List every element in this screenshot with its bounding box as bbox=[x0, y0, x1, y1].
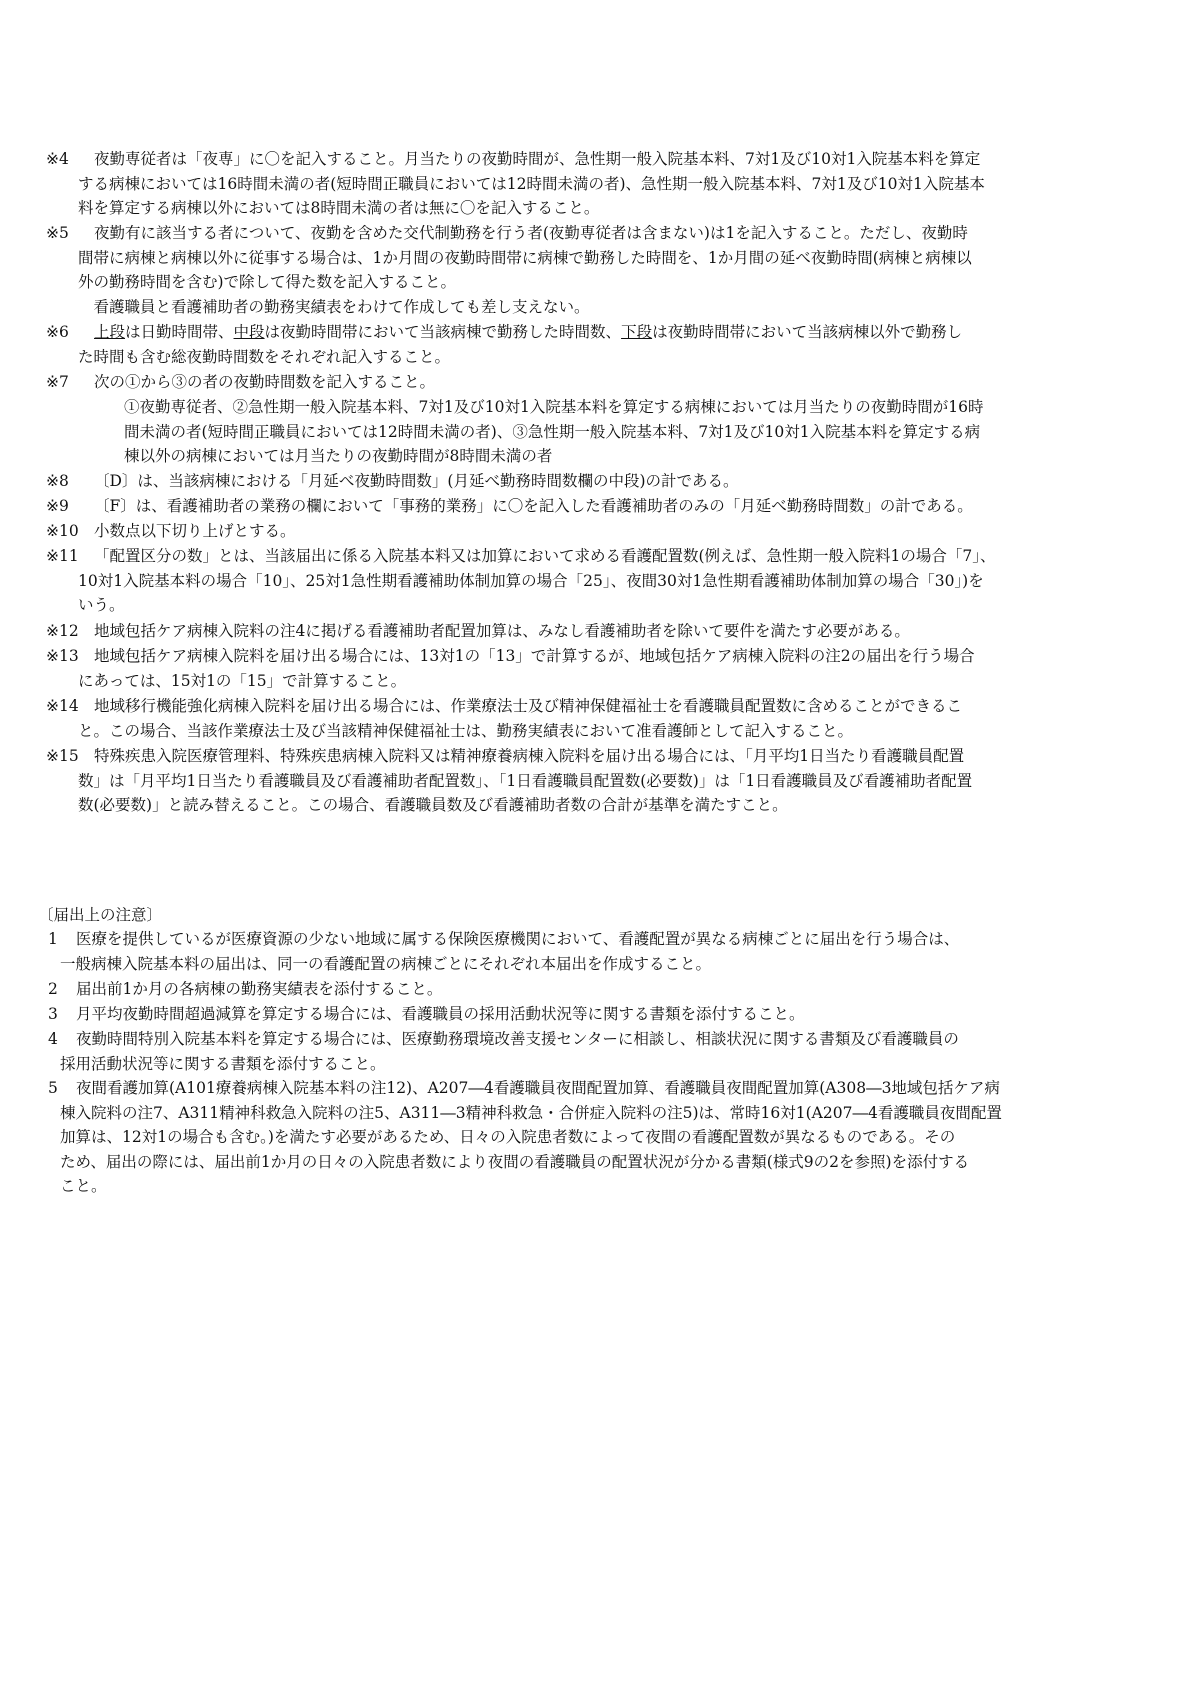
note-line: 10対1入院基本料の場合「10」、25対1急性期看護補助体制加算の場合「25」、夜間30対1急性期看護補助体制加算の場合「30」)を bbox=[78, 571, 984, 590]
note-line: 料を算定する病棟以外においては8時間未満の者は無に〇を記入すること。 bbox=[78, 199, 600, 217]
note-line: 〔D〕は、当該病棟における「月延べ夜勤時間数」(月延べ勤務時間数欄の中段)の計である。 bbox=[94, 472, 739, 490]
note-mark: ※12 bbox=[46, 622, 79, 640]
note-text: は夜勤時間帯において当該病棟以外で勤務し bbox=[652, 323, 963, 341]
note-12 bbox=[46, 619, 1152, 644]
lower-row-term: 下段 bbox=[621, 323, 653, 341]
note-11 bbox=[46, 544, 1152, 618]
item-line: 月平均夜勤時間超過減算を算定する場合には、看護職員の採用活動状況等に関する書類を添付すること。 bbox=[76, 1005, 805, 1023]
notice-item-1 bbox=[48, 927, 1152, 976]
item-number: 4 bbox=[48, 1030, 58, 1048]
item-line: 採用活動状況等に関する書類を添付すること。 bbox=[60, 1054, 386, 1073]
item-number: 1 bbox=[48, 930, 58, 948]
note-line: 外の勤務時間を含む)で除して得た数を記入すること。 bbox=[78, 273, 457, 291]
note-5 bbox=[46, 221, 1152, 319]
item-line: 医療を提供しているが医療資源の少ない地域に属する保険医療機関において、看護配置が異なる病棟ごとに届出を行う場合は、 bbox=[76, 930, 960, 948]
note-line: 特殊疾患入院医療管理料、特殊疾患病棟入院料又は精神療養病棟入院料を届け出る場合には、「月平均1日当たり看護職員配置 bbox=[94, 747, 965, 765]
note-14 bbox=[46, 694, 1152, 743]
notice-item-5 bbox=[48, 1076, 1152, 1199]
notice-item-3 bbox=[48, 1002, 1152, 1027]
note-line: にあっては、15対1の「15」で計算すること。 bbox=[78, 671, 407, 690]
note-line: 看護職員と看護補助者の勤務実績表をわけて作成しても差し支えない。 bbox=[78, 297, 590, 316]
note-line: 間帯に病棟と病棟以外に従事する場合は、1か月間の夜勤時間帯に病棟で勤務した時間を、1か月間の延べ夜勤時間(病棟と病棟以 bbox=[78, 248, 972, 267]
note-mark: ※9 bbox=[46, 497, 69, 515]
item-number: 3 bbox=[48, 1005, 58, 1023]
note-line: と。この場合、当該作業療法士及び当該精神保健福祉士は、勤務実績表において准看護師として記入すること。 bbox=[78, 721, 854, 740]
item-line: こと。 bbox=[60, 1177, 107, 1195]
note-line: する病棟においては16時間未満の者(短時間正職員においては12時間未満の者)、急性期一般入院基本料、7対1及び10対1入院基本 bbox=[78, 174, 985, 193]
note-mark: ※13 bbox=[46, 647, 79, 665]
note-line: 地域包括ケア病棟入院料の注4に掲げる看護補助者配置加算は、みなし看護補助者を除いて要件を満たす必要がある。 bbox=[94, 622, 910, 640]
note-line: た時間も含む総夜勤時間数をそれぞれ記入すること。 bbox=[78, 347, 451, 366]
note-mark: ※15 bbox=[46, 747, 79, 765]
note-4 bbox=[46, 147, 1152, 221]
section-title: 〔届出上の注意〕 bbox=[38, 906, 163, 924]
note-line: 小数点以下切り上げとする。 bbox=[94, 522, 296, 540]
item-line: 一般病棟入院基本料の届出は、同一の看護配置の病棟ごとにそれぞれ本届出を作成すること。 bbox=[60, 954, 712, 973]
note-6 bbox=[46, 320, 1152, 369]
note-15 bbox=[46, 744, 1152, 818]
note-line: 数(必要数)」と読み替えること。この場合、看護職員数及び看護補助者数の合計が基準を満たすこと。 bbox=[78, 796, 788, 814]
note-line: 夜勤専従者は「夜専」に〇を記入すること。月当たりの夜勤時間が、急性期一般入院基本料、7対1及び10対1入院基本料を算定 bbox=[94, 150, 981, 168]
note-mark: ※10 bbox=[46, 522, 79, 540]
note-9 bbox=[46, 494, 1152, 519]
item-line: 夜勤時間特別入院基本料を算定する場合には、医療勤務環境改善支援センターに相談し、相談状況に関する書類及び看護職員の bbox=[76, 1030, 959, 1048]
note-line: 地域移行機能強化病棟入院料を届け出る場合には、作業療法士及び精神保健福祉士を看護職員配置数に含めることができるこ bbox=[94, 697, 963, 715]
note-line: 〔F〕は、看護補助者の業務の欄において「事務的業務」に〇を記入した看護補助者のみの「月延べ勤務時間数」の計である。 bbox=[94, 497, 973, 515]
note-mark: ※8 bbox=[46, 472, 69, 490]
note-line: 次の①から③の者の夜勤時間数を記入すること。 bbox=[94, 373, 436, 391]
note-7-sublist bbox=[124, 395, 1152, 469]
upper-row-term: 上段 bbox=[94, 323, 126, 341]
note-7 bbox=[46, 370, 1152, 395]
note-13 bbox=[46, 644, 1152, 693]
note-text: は夜勤時間帯において当該病棟で勤務した時間数、 bbox=[264, 323, 622, 341]
item-line: 棟入院料の注7、A311精神科救急入院料の注5、A311―3精神科救急・合併症入院料の注5)は、常時16対1(A207―4看護職員夜間配置 bbox=[60, 1103, 1002, 1122]
note-line: 地域包括ケア病棟入院料を届け出る場合には、13対1の「13」で計算するが、地域包括ケア病棟入院料の注2の届出を行う場合 bbox=[94, 647, 975, 665]
notice-item-2 bbox=[48, 977, 1152, 1002]
note-mark: ※7 bbox=[46, 373, 69, 391]
note-line: 数」は「月平均1日当たり看護職員及び看護補助者配置数」、「1日看護職員配置数(必要数)」は「1日看護職員及び看護補助者配置 bbox=[78, 771, 973, 790]
notice-item-4 bbox=[48, 1027, 1152, 1076]
note-mark: ※14 bbox=[46, 697, 79, 715]
item-line: 届出前1か月の各病棟の勤務実績表を添付すること。 bbox=[76, 980, 443, 998]
item-number: 5 bbox=[48, 1079, 58, 1097]
note-line: いう。 bbox=[78, 596, 125, 614]
item-line: 夜間看護加算(A101療養病棟入院基本料の注12)、A207―4看護職員夜間配置加算、看護職員夜間配置加算(A308―3地域包括ケア病 bbox=[76, 1079, 1000, 1097]
middle-row-term: 中段 bbox=[233, 323, 265, 341]
note-mark: ※5 bbox=[46, 224, 69, 242]
note-10 bbox=[46, 519, 1152, 544]
item-line: ため、届出の際には、届出前1か月の日々の入院患者数により夜間の看護職員の配置状況が分かる書類(様式9の2を参照)を添付する bbox=[60, 1152, 970, 1171]
note-mark: ※6 bbox=[46, 323, 69, 341]
note-line: 「配置区分の数」とは、当該届出に係る入院基本料又は加算において求める看護配置数(例えば、急性期一般入院料1の場合「7」、 bbox=[94, 547, 996, 565]
note-subline: ①夜勤専従者、②急性期一般入院基本料、7対1及び10対1入院基本料を算定する病棟においては月当たりの夜勤時間が16時 bbox=[124, 398, 984, 416]
note-text: は日勤時間帯、 bbox=[125, 323, 234, 341]
note-subline: 棟以外の病棟においては月当たりの夜勤時間が8時間未満の者 bbox=[124, 447, 553, 465]
note-subline: 間未満の者(短時間正職員においては12時間未満の者)、③急性期一般入院基本料、7対1及び10対1入院基本料を算定する病 bbox=[124, 422, 981, 441]
note-line: 夜勤有に該当する者について、夜勤を含めた交代制勤務を行う者(夜勤専従者は含まない)は1を記入すること。ただし、夜勤時 bbox=[94, 224, 968, 242]
item-line: 加算は、12対1の場合も含む。)を満たす必要があるため、日々の入院患者数によって夜間の看護配置数が異なるものである。その bbox=[60, 1128, 956, 1146]
note-8 bbox=[46, 469, 1152, 494]
item-number: 2 bbox=[48, 980, 58, 998]
note-mark: ※4 bbox=[46, 150, 69, 168]
note-mark: ※11 bbox=[46, 547, 79, 565]
